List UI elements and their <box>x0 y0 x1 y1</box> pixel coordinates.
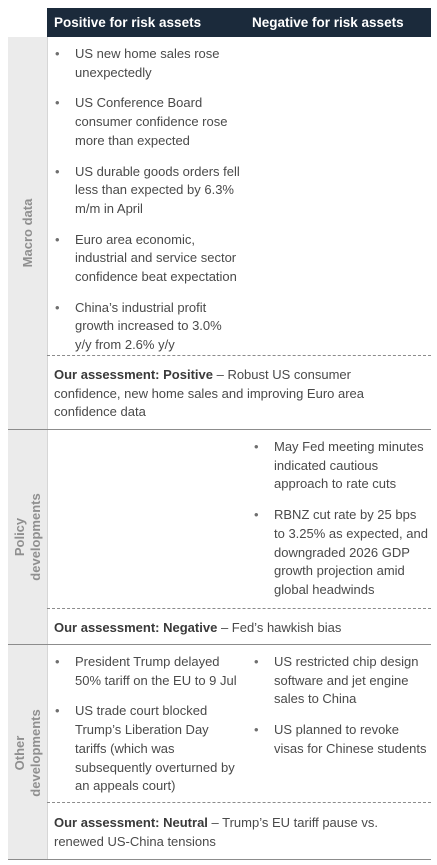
header-positive: Positive for risk assets <box>54 15 202 30</box>
macro-positive-list <box>55 45 240 367</box>
policy-assessment: Our assessment: Negative – Fed’s hawkish bias <box>54 620 342 635</box>
list-item: • China’s industrial profit growth increased to 3.0% y/y from 2.6% y/y <box>55 299 222 353</box>
row-label-other <box>8 645 48 860</box>
header-negative: Negative for risk assets <box>252 15 404 30</box>
table-header <box>47 8 431 37</box>
list-item: • US planned to revoke visas for Chinese students <box>254 722 427 756</box>
list-item: • US Conference Board consumer confidence rose more than expected <box>55 95 228 148</box>
policy-label: Policy developments <box>11 493 43 581</box>
policy-negative-list <box>254 438 430 612</box>
divider <box>47 802 431 803</box>
other-positive-list <box>55 653 240 808</box>
other-assessment: Our assessment: Neutral – Trump’s EU tariff pause vs. renewed US-China tensions <box>54 815 378 849</box>
macro-assessment: Our assessment: Positive – Robust US consumer confidence, new home sales and improving Euro area confidence data <box>54 367 365 420</box>
list-item: • US restricted chip design software and jet engine sales to China <box>254 654 419 707</box>
other-negative-list <box>254 653 430 771</box>
list-item: • May Fed meeting minutes indicated cautious approach to rate cuts <box>254 439 424 492</box>
macro-label: Macro data <box>19 198 35 268</box>
divider <box>47 608 431 609</box>
list-item: • President Trump delayed 50% tariff on the EU to 9 Jul <box>55 654 237 688</box>
list-item: • RBNZ cut rate by 25 bps to 3.25% as expected, and downgraded 2026 GDP growth projection amid global headwinds <box>254 507 428 597</box>
list-item: • US new home sales rose unexpectedly <box>55 46 220 80</box>
row-label-policy <box>8 430 48 644</box>
list-item: • US trade court blocked Trump’s Liberation Day tariffs (which was subsequently overturned by an appeals court) <box>55 703 235 794</box>
table-bottom-border <box>8 859 431 860</box>
divider <box>47 355 431 356</box>
row-label-macro <box>8 37 48 429</box>
list-item: • US durable goods orders fell less than expected by 6.3% m/m in April <box>55 163 240 216</box>
policy-section <box>47 430 431 644</box>
other-label: Other developments <box>11 708 43 797</box>
list-item: • Euro area economic, industrial and service sector confidence beat expectation <box>55 231 237 285</box>
